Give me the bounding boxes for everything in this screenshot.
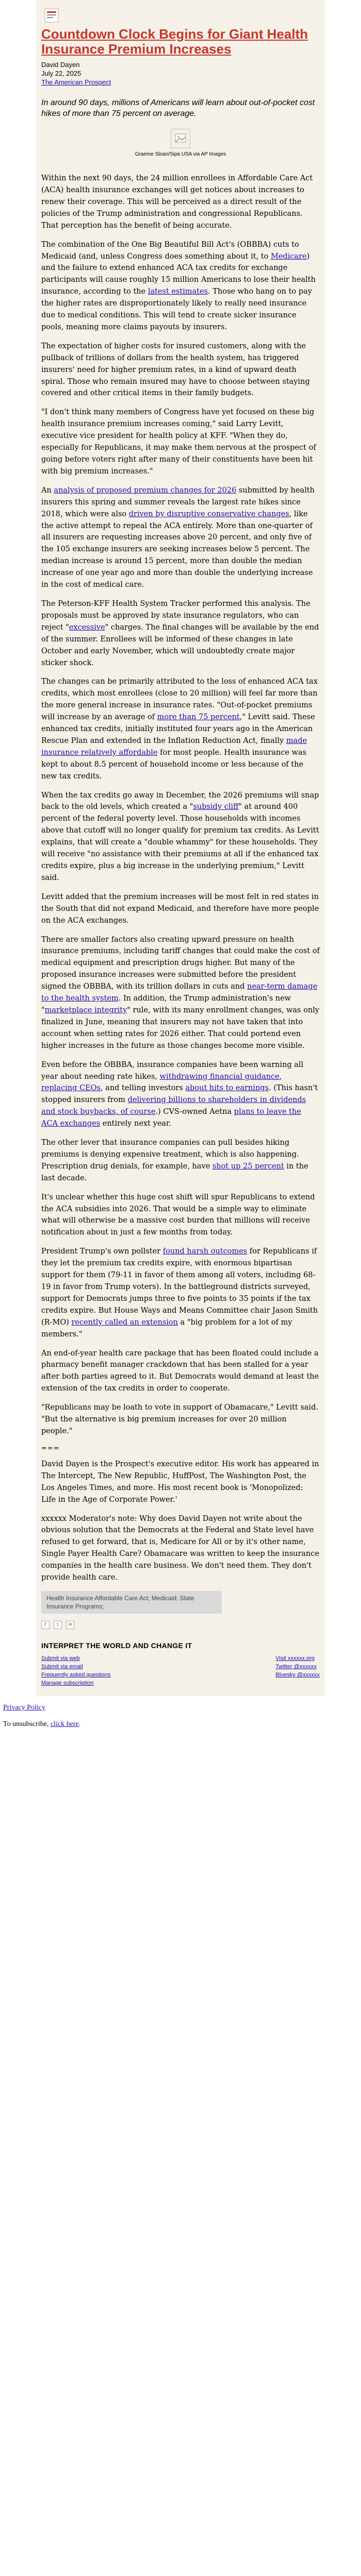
seventy-five-percent-link[interactable]: more than 75 percent	[157, 713, 240, 722]
paragraph: Even before the OBBBA, insurance companies have been warning all year about needing rate hikes, withdrawing financial guidance, replacing CEOs, and telling investors about hits to earnings. (This hasn't stopped insurers from delivering billions to shareholders in dividends and stock buybacks, of course.) CVS-owned Aetna plans to leave the ACA exchanges entirely next year.	[41, 1060, 318, 1128]
bluesky-link[interactable]: Bluesky @xxxxxx	[275, 1672, 320, 1679]
drug-denials-link[interactable]: shot up 25 percent	[212, 1162, 284, 1171]
paragraph: The Peterson-KFF Health System Tracker performed this analysis. The proposals must be approved by state insurance regulators, who can reject "excessive" charges. The final changes will be available by the end of the summer. Enrollees will be informed of these changes in late October and early November, which will undoubtedly create major sticker shock.	[41, 599, 319, 667]
publish-date: July 22, 2025	[41, 70, 81, 78]
article-dek: In around 90 days, millions of Americans will learn about out-of-pocket cost hikes of more than 75 percent on average.	[41, 98, 315, 118]
footer-left-column	[41, 1655, 111, 1688]
submit-web-link[interactable]: Submit via web	[41, 1655, 80, 1662]
replacing-ceos-link[interactable]: replacing CEOs	[41, 1084, 101, 1093]
paragraph: President Trump's own pollster found harsh outcomes for Republicans if they let the premium tax credits expire, with enormous bipartisan support for them (79-11 in favor of them among all voters, including 68-19 in favor from Trump voters). In the battleground districts surveyed, support for Democrats jumps three to five points to 35 points if the tax credits expire. But House Ways and Means Committee chair Jason Smith (R-MO) recently called an extension a "big problem for a lot of my members."	[41, 1247, 318, 1338]
faq-link[interactable]: Frequently asked questions	[41, 1672, 111, 1679]
facebook-icon[interactable]: f	[41, 1621, 50, 1629]
paragraph: The other lever that insurance companies can pull besides hiking premiums is denying expensive treatment, which is also happening. Prescription drug denials, for example, have shot up 25 percent in the last decade.	[41, 1139, 308, 1182]
footer-links	[41, 1655, 320, 1688]
paragraph: There are smaller factors also creating upward pressure on health insurance premiums, including tariff changes that could make the cost of medical equipment and prescription drugs higher. But many of the proposed insurance increases were submitted before the president signed the OBBBA, with its trillion dollars in cuts and near-term damage to the health system. In addition, the Trump administration's new "marketplace integrity" rule, with its many enrollment changes, was only finalized in June, meaning that insurers may not have taken that into account when setting rates for 2026 either. That could portend even higher increases in the future as those changes become more visible.	[41, 935, 320, 1050]
premium-analysis-link[interactable]: analysis of proposed premium changes for 2026	[54, 486, 237, 495]
section-divider: ===	[41, 1444, 60, 1452]
unsubscribe-line: To unsubscribe, click here.	[3, 1720, 81, 1728]
latest-estimates-link[interactable]: latest estimates	[147, 287, 208, 296]
paragraph: When the tax credits go away in December, the 2026 premiums will snap back to the old levels, which created a "subsidy cliff" at around 400 percent of the federal poverty level. Those households with incomes above that cutoff will no longer qualify for premium tax credits. As Levitt explains, that will create a "double whammy" for these households. They will receive "no assistance with their premiums at all if the enhanced tax credits expire, plus a big increase in the underlying premium," Levitt said.	[41, 791, 319, 882]
paragraph: Within the next 90 days, the 24 million enrollees in Affordable Care Act (ACA) health insurance exchanges will get notices about increases to renew their coverage. This will be perceived as a direct result of the policies of the Trump administration and congressional Republicans. That perception has the benefit of being accurate.	[41, 174, 313, 230]
marketplace-integrity-link[interactable]: marketplace integrity	[44, 1006, 127, 1014]
publication-link[interactable]: The American Prospect	[41, 78, 111, 86]
paragraph: An end-of-year health care package that has been floated could include a pharmacy benefit manager crackdown that has been stalled for a year after both parties agreed to it. But Democrats would demand at least the extension of the tax credits in order to cooperate.	[41, 1349, 319, 1393]
email-icon[interactable]: ✉	[66, 1621, 74, 1629]
paragraph: The expectation of higher costs for insured customers, along with the pullback of trillions of dollars from the health system, has triggered insurers' need for higher premium rates, in a kind of upward death spiral. Those who remain insured may have to choose between staying covered and other critical items in their family budgets.	[41, 342, 310, 398]
byline	[41, 61, 320, 87]
article-image	[41, 129, 320, 148]
conservative-changes-link[interactable]: driven by disruptive conservative changes	[128, 510, 289, 518]
twitter-link[interactable]: Twitter @xxxxxx	[275, 1664, 317, 1670]
paragraph: The changes can be primarily attributed to the loss of enhanced ACA tax credits, which most enrollees (close to 20 million) will feel far more than the more general increase in insurance rates. "Out-of-pocket premiums will increase by an average of more than 75 percent," Levitt said. These enhanced tax credits, initially instituted four years ago in the American Rescue Plan and extended in the Inflation Reduction Act, finally made insurance relatively affordable for most people. Health insurance was kept to about 8.5 percent of household income or less because of the new tax credits.	[41, 677, 318, 781]
affordable-link[interactable]: made insurance relatively affordable	[41, 736, 307, 757]
author: David Dayen	[41, 61, 80, 69]
medicare-link[interactable]: Medicare	[271, 252, 307, 261]
tags-box: Health Insurance Affordable Care Act; Medicaid; State Insurance Programs;	[41, 1591, 222, 1614]
aetna-exit-link[interactable]: plans to leave the ACA exchanges	[41, 1108, 301, 1128]
twitter-icon[interactable]: t	[54, 1621, 62, 1629]
paragraph: An analysis of proposed premium changes for 2026 submitted by health insurers this spring and summer reveals the largest rate hikes since 2018, which were also driven by disruptive conservative changes, like the active attempt to repeal the ACA entirely. More than one-quarter of all insurers are requesting increases above 20 percent, and only five of the 105 exchange insurers are seeking increases below 5 percent. The median increase is around 15 percent, more than double the median increase of one year ago and more than double the underlying increase in the cost of medical care.	[41, 486, 315, 589]
manage-subscription-link[interactable]: Manage subscription	[41, 1680, 94, 1687]
social-icons	[41, 1621, 320, 1629]
pollster-link[interactable]: found harsh outcomes	[162, 1247, 248, 1256]
paragraph: It's unclear whether this huge cost shift will spur Republicans to extend the ACA subsidies into 2026. That would be a simple way to eliminate what will otherwise be a massive cost burden that millions will receive notification about in just a few months from today.	[41, 1193, 315, 1237]
paragraph: "I don't think many members of Congress have yet focused on these big health insurance premium increases coming," said Larry Levitt, executive vice president for health policy at KFF. "When they do, especially for Republicans, it may make them nervous at the prospect of going before voters right after many of their constituents have been hit with big premium increases."	[41, 408, 316, 476]
author-bio: David Dayen is the Prospect's executive editor. His work has appeared in The Intercept, The New Republic, HuffPost, The Washington Post, the Los Angeles Times, and more. His most recent book is 'Monopolized: Life in the Age of Corporate Power.'	[41, 1460, 319, 1504]
paragraph: The combination of the One Big Beautiful Bill Act's (OBBBA) cuts to Medicaid (and, unless Congress does something about it, to Medicare) and the failure to extend enhanced ACA tax credits for exchange participants will cause roughly 15 million Americans to lose their health insurance, according to the latest estimates. Those who hang on to pay the higher rates are disproportionately likely to really need insurance due to medical conditions. This will tend to create sicker insurance pools, meaning more claims payouts by insurers.	[41, 240, 316, 331]
footer-right-column	[275, 1655, 320, 1688]
privacy-policy-link[interactable]: Privacy Policy	[3, 1704, 46, 1712]
image-credit: Graeme Sloan/Sipa USA via AP Images	[135, 151, 226, 158]
unsubscribe-link[interactable]: click here	[50, 1720, 79, 1728]
visit-site-link[interactable]: Visit xxxxxx.org	[275, 1655, 315, 1662]
submit-email-link[interactable]: Submit via email	[41, 1664, 83, 1670]
excessive-link[interactable]: excessive	[69, 623, 105, 632]
extension-link[interactable]: recently called an extension	[71, 1318, 178, 1327]
email-footer	[0, 1696, 361, 1729]
paragraph: "Republicans may be loath to vote in support of Obamacare," Levitt said. "But the alternative is big premium increases for over 20 million people."	[41, 1403, 319, 1435]
moderator-note: xxxxxx Moderator's note: Why does David Dayen not write about the obvious solution that the Democrats at the Federal and State level have refused to get forward, that is, Medicare for All or by it's other name, Single Payer Health Care? Obamacare was written to keep the insurance companies in the health care business. We don't need them. They don't provide health care.	[41, 1514, 320, 1582]
broken-image-icon	[171, 129, 190, 148]
email-container	[36, 0, 325, 1696]
footer	[36, 1634, 325, 1696]
article-title[interactable]: Countdown Clock Begins for Giant Health Insurance Premium Increases	[41, 26, 308, 57]
earnings-link[interactable]: about hits to earnings	[185, 1084, 269, 1093]
paragraph: Levitt added that the premium increases will be most felt in red states in the South that did not expand Medicaid, and therefore have more people on the ACA exchanges.	[41, 892, 319, 925]
subsidy-cliff-link[interactable]: subsidy cliff	[193, 803, 239, 811]
buybacks-link[interactable]: delivering billions to shareholders in dividends and stock buybacks, of course	[41, 1096, 306, 1116]
publication-logo	[44, 8, 59, 23]
footer-title: INTERPRET THE WORLD AND CHANGE IT	[41, 1641, 192, 1650]
health-system-damage-link[interactable]: near-term damage to the health system	[41, 982, 318, 1003]
financial-guidance-link[interactable]: withdrawing financial guidance	[159, 1072, 280, 1081]
